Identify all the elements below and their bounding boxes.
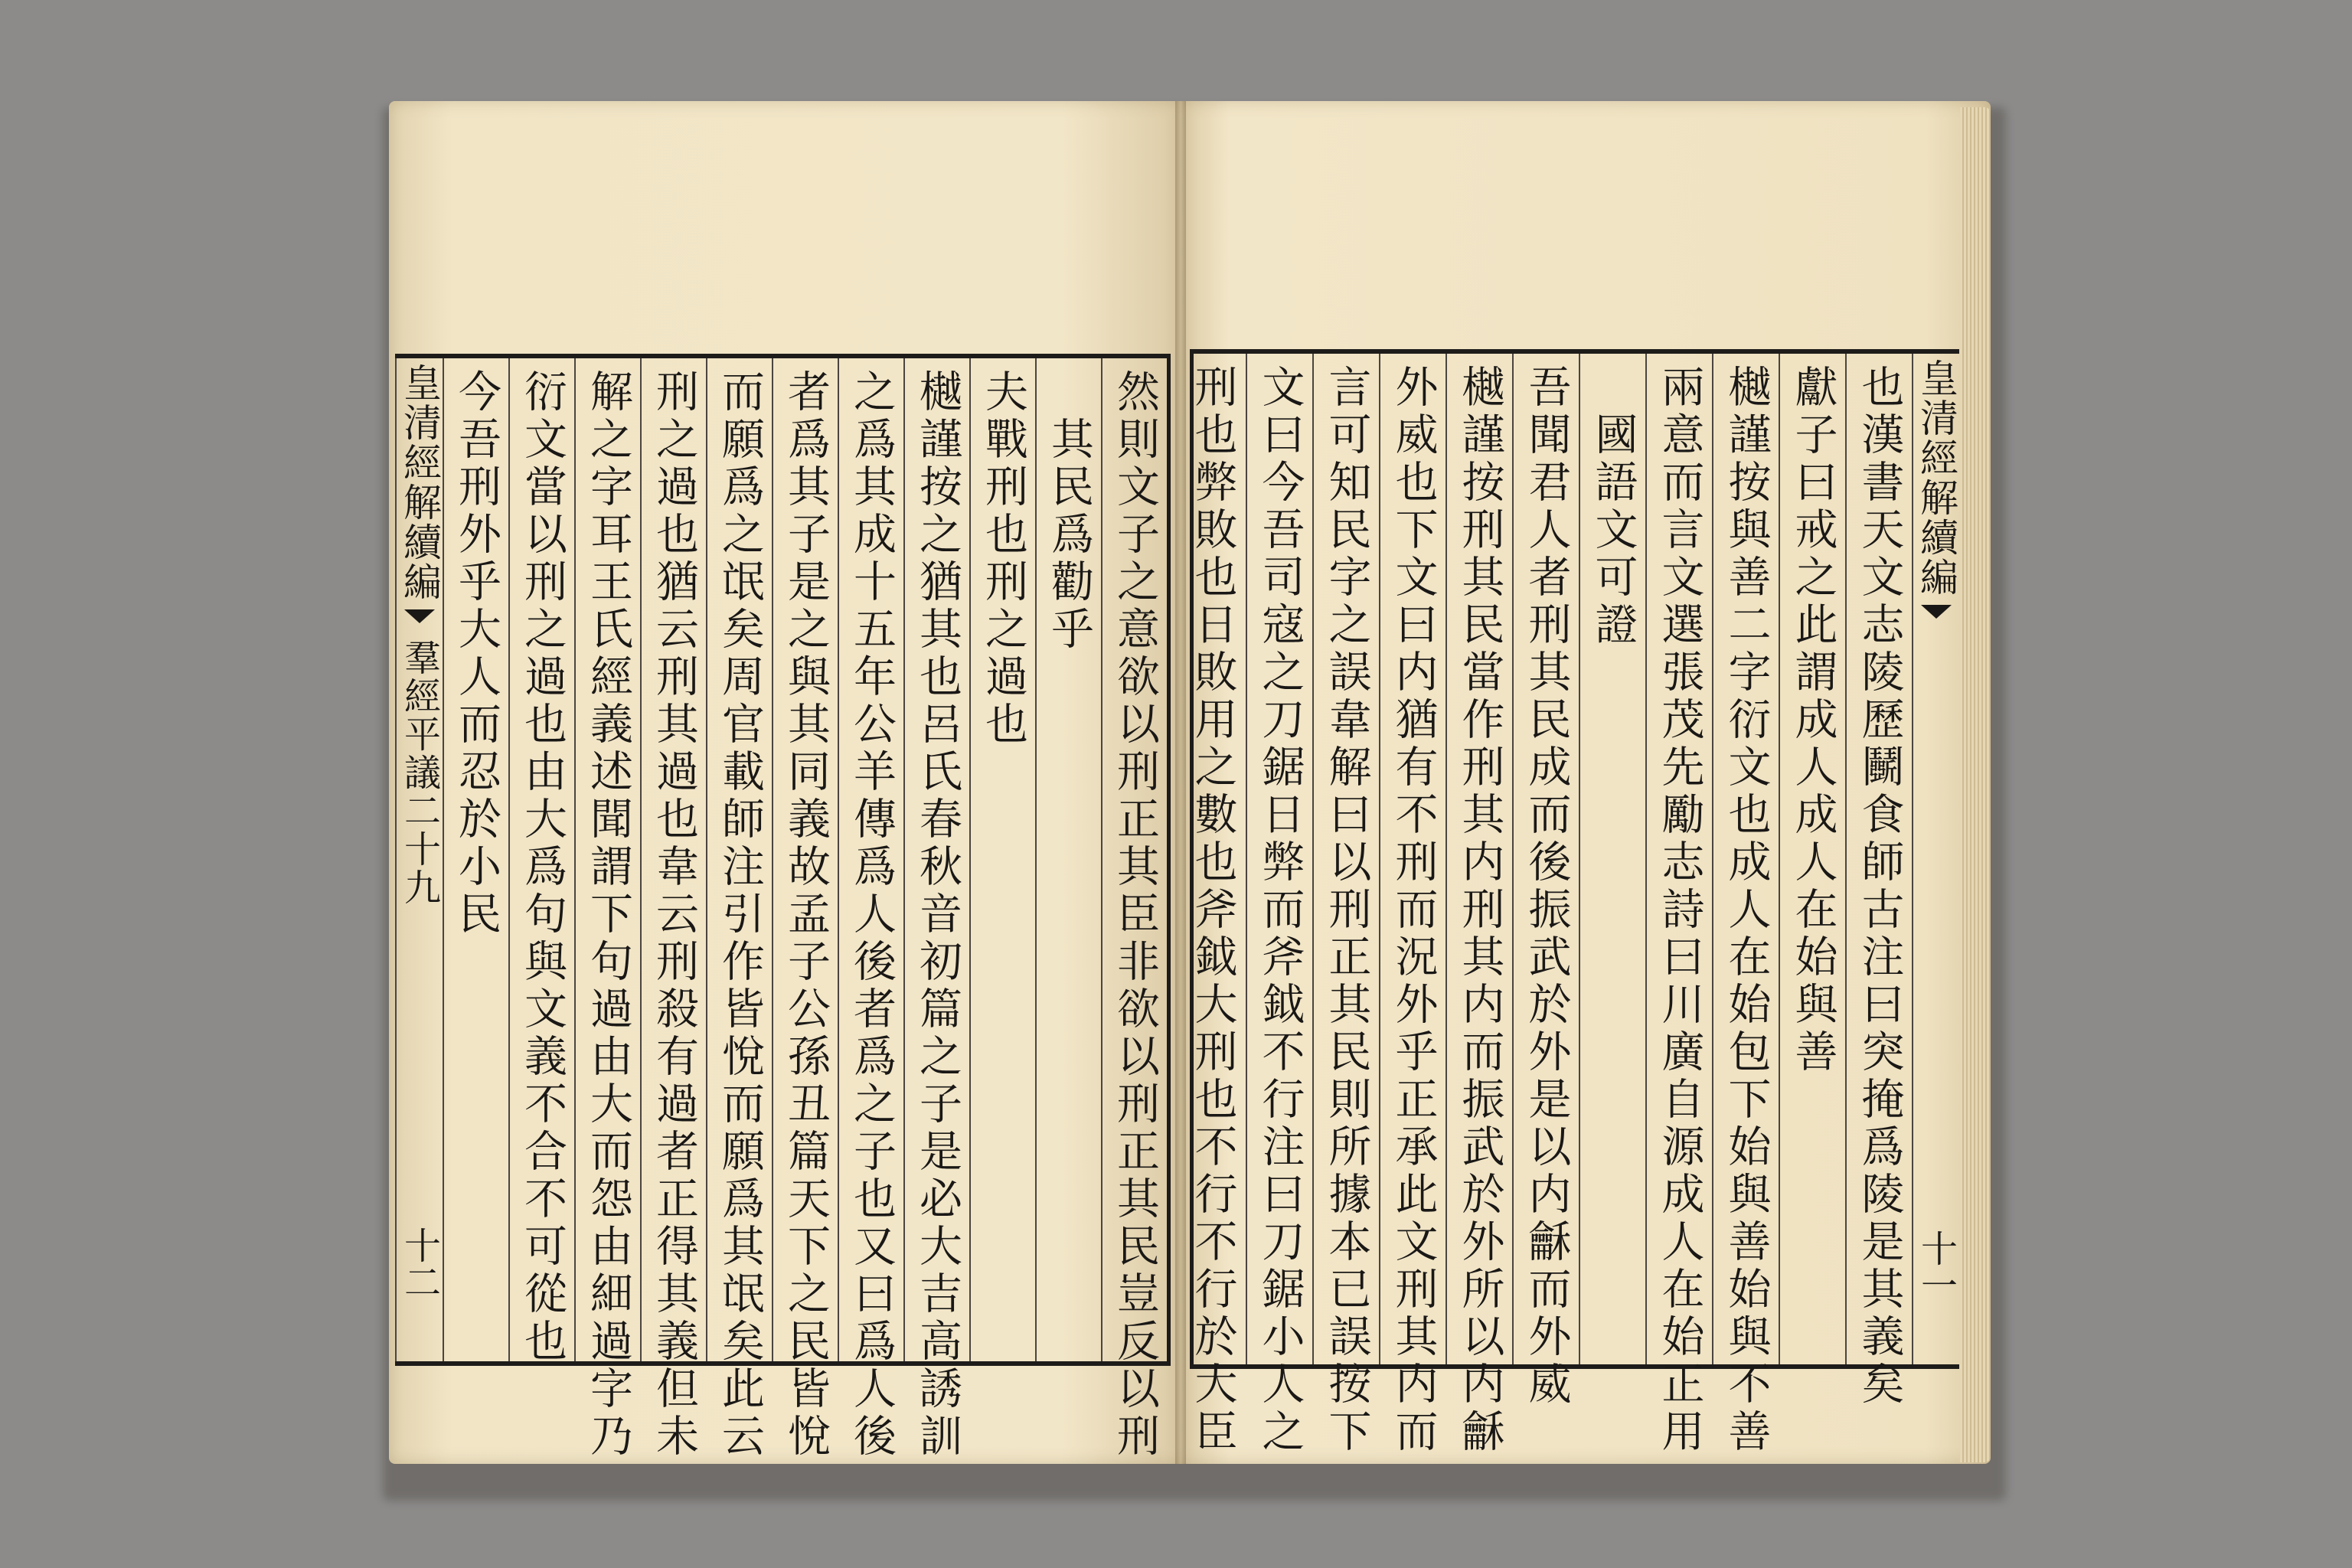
page-number: 十二 — [397, 1227, 441, 1300]
text-column — [1446, 354, 1512, 1456]
column-text: 然則文子之意欲以刑正其臣非欲以刑正其民豈反以刑 — [1110, 369, 1160, 1461]
text-column — [508, 358, 574, 1366]
text-column — [1312, 354, 1379, 1456]
text-column — [1645, 354, 1712, 1456]
column-text: 衍文當以刑之過也由大爲句與文義不合不可從也 — [518, 369, 567, 1366]
text-column — [1579, 354, 1645, 1364]
left-margin-column — [395, 358, 443, 1361]
right-text-frame — [1187, 349, 1959, 1456]
column-text: 言可知民字之誤韋解曰以刑正其民則所據本已誤按下 — [1321, 364, 1372, 1456]
right-margin-column — [1912, 354, 1959, 1364]
text-column — [1179, 354, 1246, 1456]
section-title: 羣經平議二十九 — [397, 639, 441, 906]
page-edges — [1960, 107, 1991, 1462]
column-text: 也漢書天文志陵歷鬭食師古注曰突掩爲陵是其義矣 — [1854, 364, 1905, 1409]
text-column — [706, 358, 772, 1461]
column-text: 刑也弊敗也日敗用之數也斧鉞大刑也不行不行於大臣 — [1187, 364, 1238, 1456]
column-text: 刑之過也猶云刑其過也韋云刑殺有過者正得其義但未 — [649, 369, 699, 1461]
column-text: 外威也下文曰内猶有不刑而況外乎正承此文刑其内而 — [1388, 364, 1439, 1456]
column-text: 今吾刑外乎大人而忍於小民 — [452, 369, 501, 939]
column-text: 夫戰刑也刑之過也 — [978, 369, 1028, 749]
page-number: 十一 — [1914, 1230, 1958, 1303]
column-text: 吾聞君人者刑其民成而後振武於外是以内龢而外威 — [1521, 364, 1572, 1409]
text-column — [903, 358, 969, 1461]
text-column — [772, 358, 838, 1461]
fishtail-mark-icon — [404, 609, 435, 623]
text-column — [443, 358, 508, 1361]
text-column — [1779, 354, 1845, 1364]
text-column — [838, 358, 903, 1461]
column-text: 樾謹按刑其民當作刑其内刑其内而振武於外所以内龢 — [1455, 364, 1505, 1456]
column-text: 樾謹按與善二字衍文也成人在始包下始與善始與不善 — [1721, 364, 1772, 1456]
column-text: 國語文可證 — [1588, 412, 1638, 649]
column-text: 而願爲之氓矣周官載師注引作皆悅而願爲其氓矣此云 — [715, 369, 765, 1461]
text-column — [969, 358, 1035, 1361]
column-text: 獻子曰戒之此謂成人成人在始與善 — [1788, 364, 1838, 1076]
text-column — [1101, 358, 1167, 1461]
column-text: 樾謹按之猶其也呂氏春秋音初篇之子是必大吉高誘訓 — [913, 369, 962, 1461]
text-column — [1379, 354, 1446, 1456]
text-column — [1712, 354, 1779, 1456]
book-title: 皇清經解續編 — [397, 363, 442, 602]
column-text: 之爲其成十五年公羊傳爲人後者爲之子也又曰爲人後 — [847, 369, 897, 1461]
column-text: 兩意而言文選張茂先勵志詩曰川廣自源成人在始正用 — [1655, 364, 1705, 1456]
column-text: 者爲其子是之與其同義故孟子公孫丑篇天下之民皆悅 — [781, 369, 831, 1461]
text-column — [574, 358, 640, 1461]
column-text: 解之字耳王氏經義述聞謂下句過由大而怨由細過字乃 — [583, 369, 633, 1461]
column-text: 其民爲勸乎 — [1044, 416, 1094, 654]
text-column — [1845, 354, 1912, 1409]
column-text: 文曰今吾司寇之刀鋸日弊而斧鉞不行注曰刀鋸小人之 — [1255, 364, 1305, 1456]
left-columns — [395, 358, 1167, 1461]
text-column — [1512, 354, 1579, 1409]
text-column — [640, 358, 706, 1461]
book-title: 皇清經解續編 — [1914, 358, 1958, 597]
left-text-frame — [395, 354, 1171, 1461]
right-columns — [1187, 354, 1959, 1456]
text-column — [1035, 358, 1101, 1361]
text-column — [1246, 354, 1312, 1456]
fishtail-mark-icon — [1921, 605, 1952, 619]
